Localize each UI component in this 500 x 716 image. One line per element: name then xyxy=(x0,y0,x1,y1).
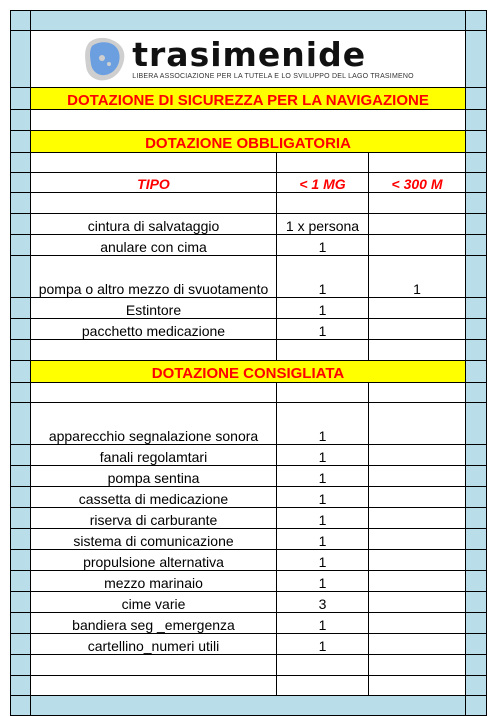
item-name: sistema di comunicazione xyxy=(31,529,277,550)
item-name: pompa sentina xyxy=(31,466,277,487)
table-row xyxy=(11,529,487,550)
item-qty-m xyxy=(369,214,466,235)
item-qty-mg: 1 xyxy=(277,235,369,256)
item-name: cartellino_numeri utili xyxy=(31,634,277,655)
item-qty-mg: 1 xyxy=(277,256,369,298)
item-qty-m xyxy=(369,445,466,466)
item-name: mezzo marinaio xyxy=(31,571,277,592)
table-row xyxy=(11,256,487,298)
trasimenide-logo xyxy=(31,31,465,87)
item-qty-m xyxy=(369,550,466,571)
item-qty-m xyxy=(369,487,466,508)
item-name: cassetta di medicazione xyxy=(31,487,277,508)
item-name: cime varie xyxy=(31,592,277,613)
item-qty-mg: 1 xyxy=(277,487,369,508)
brand-tagline: LIBERA ASSOCIAZIONE PER LA TUTELA E LO SVILUPPO DEL LAGO TRASIMENO xyxy=(132,72,414,80)
table-row xyxy=(11,445,487,466)
item-qty-mg: 1 xyxy=(277,550,369,571)
table-row xyxy=(11,214,487,235)
item-qty-mg: 1 xyxy=(277,298,369,319)
recommended-title: DOTAZIONE CONSIGLIATA xyxy=(31,361,466,383)
table-row xyxy=(11,613,487,634)
table-row xyxy=(11,487,487,508)
table-row xyxy=(11,403,487,445)
lake-map-icon xyxy=(82,34,128,84)
item-qty-mg: 3 xyxy=(277,592,369,613)
main-title: DOTAZIONE DI SICUREZZA PER LA NAVIGAZIONE xyxy=(31,88,466,110)
safety-equipment-sheet xyxy=(10,10,487,716)
header-tipo: TIPO xyxy=(31,173,277,193)
item-qty-mg: 1 xyxy=(277,508,369,529)
item-name: cintura di salvataggio xyxy=(31,214,277,235)
item-qty-m xyxy=(369,613,466,634)
header-m: < 300 M xyxy=(369,173,466,193)
item-qty-m xyxy=(369,235,466,256)
brand-name: trasimenide xyxy=(132,34,367,74)
item-qty-m xyxy=(369,634,466,655)
top-cyan-row xyxy=(11,11,487,31)
item-qty-m: 1 xyxy=(369,256,466,298)
item-qty-m xyxy=(369,508,466,529)
table-row xyxy=(11,466,487,487)
item-name: pacchetto medicazione xyxy=(31,319,277,340)
item-name: fanali regolamtari xyxy=(31,445,277,466)
item-qty-m xyxy=(369,403,466,445)
item-qty-mg: 1 xyxy=(277,445,369,466)
item-qty-mg: 1 x persona xyxy=(277,214,369,235)
table-row xyxy=(11,550,487,571)
item-qty-mg: 1 xyxy=(277,571,369,592)
item-name: Estintore xyxy=(31,298,277,319)
logo-cell xyxy=(31,31,466,88)
table-row xyxy=(11,298,487,319)
item-qty-mg: 1 xyxy=(277,613,369,634)
item-qty-m xyxy=(369,298,466,319)
item-qty-mg: 1 xyxy=(277,403,369,445)
item-qty-m xyxy=(369,529,466,550)
bottom-cyan-row xyxy=(11,696,487,716)
item-name: apparecchio segnalazione sonora xyxy=(31,403,277,445)
table-row xyxy=(11,319,487,340)
item-name: pompa o altro mezzo di svuotamento xyxy=(31,256,277,298)
item-qty-mg: 1 xyxy=(277,319,369,340)
table-row xyxy=(11,571,487,592)
item-qty-m xyxy=(369,319,466,340)
item-qty-mg: 1 xyxy=(277,634,369,655)
item-name: bandiera seg _emergenza xyxy=(31,613,277,634)
table-row xyxy=(11,235,487,256)
table-row xyxy=(11,508,487,529)
item-qty-mg: 1 xyxy=(277,466,369,487)
column-header-row xyxy=(11,173,487,193)
item-qty-mg: 1 xyxy=(277,529,369,550)
header-mg: < 1 MG xyxy=(277,173,369,193)
item-name: anulare con cima xyxy=(31,235,277,256)
table-row xyxy=(11,634,487,655)
item-name: propulsione alternativa xyxy=(31,550,277,571)
item-qty-m xyxy=(369,571,466,592)
item-name: riserva di carburante xyxy=(31,508,277,529)
mandatory-title: DOTAZIONE OBBLIGATORIA xyxy=(31,131,466,153)
item-qty-m xyxy=(369,592,466,613)
table-row xyxy=(11,592,487,613)
item-qty-m xyxy=(369,466,466,487)
